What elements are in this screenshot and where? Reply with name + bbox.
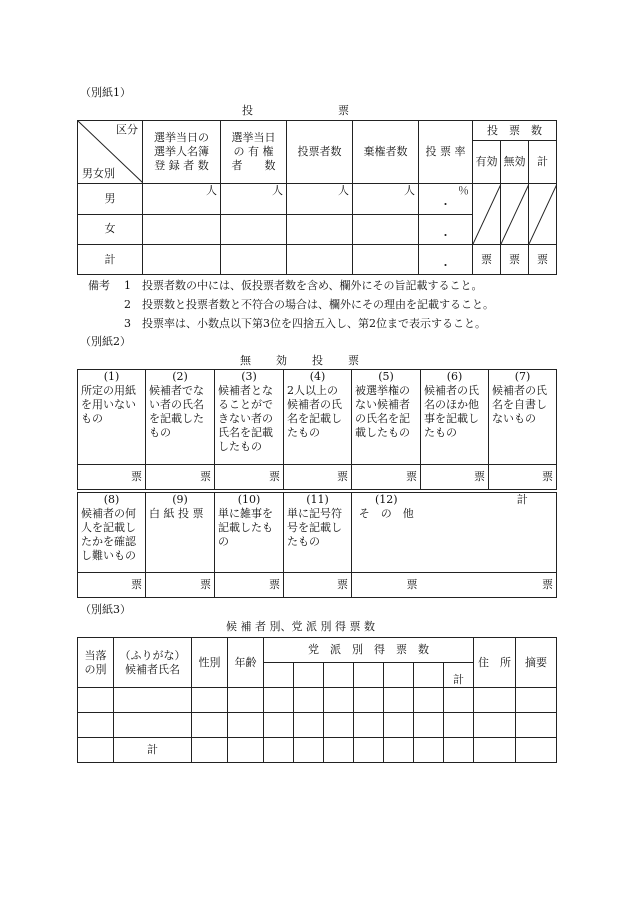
cell-registered-total: [143, 245, 221, 275]
unit-vote: 票: [337, 470, 348, 483]
cell-registered-male: [143, 184, 221, 215]
reason-cell-blank: [421, 493, 489, 573]
reason-cell-11: [284, 493, 352, 573]
reason-cell-12: [352, 493, 421, 573]
header-sex: 性別: [192, 638, 228, 688]
note-2-text: 投票数と投票者数と不符合の場合は、欄外にその理由を記載すること。: [142, 298, 494, 311]
cell-registered-female: [143, 214, 221, 245]
cell-abstainers-total: [353, 245, 419, 275]
header-registered: 選挙当日の 選挙人名簿 登 録 者 数: [143, 121, 221, 184]
total-row-label: 計: [114, 738, 192, 763]
header-name: （ふりがな） 候補者氏名: [114, 638, 192, 688]
cell-invalid-slash: [501, 184, 529, 245]
slash-line: [473, 184, 501, 244]
reason-text: 候補者の氏 名を自書し ないもの: [492, 384, 547, 425]
corner-bottom-label: 男女別: [82, 167, 115, 180]
section1-title: 投 票: [242, 104, 350, 117]
turnout-table: [77, 120, 557, 275]
reason-cell-2: [146, 370, 215, 465]
cell-rate-male: [419, 184, 473, 215]
section3-title: 候 補 者 別、党 派 別 得 票 数: [226, 620, 375, 633]
unit-vote: 票: [131, 578, 142, 591]
header-rate: 投 票 率: [419, 121, 473, 184]
unit-vote: 票: [200, 578, 211, 591]
cell-voters-female: [287, 214, 353, 245]
unit-cell: [284, 465, 352, 490]
unit-vote: 票: [269, 470, 280, 483]
cell-eligible-female: [221, 214, 287, 245]
section2-label: （別紙2）: [80, 335, 131, 348]
party-col: [324, 663, 354, 688]
unit-cell: [215, 465, 284, 490]
unit-cell: [352, 465, 421, 490]
cell-invalid-total: 票: [501, 245, 529, 275]
cell-total-slash: [529, 184, 557, 245]
reason-text: 候補者の何 人を記載し たかを確認 し難いもの: [81, 507, 136, 562]
candidate-row: [78, 688, 557, 713]
cell-valid-total: 票: [473, 245, 501, 275]
header-remarks: 摘要: [516, 638, 557, 688]
reason-text: 白 紙 投 票: [149, 507, 204, 520]
cell-eligible-male: [221, 184, 287, 215]
unit-cell: [78, 465, 146, 490]
decimal-dot: ・: [440, 198, 451, 211]
unit-cell: [489, 573, 557, 598]
decimal-dot: ・: [440, 228, 451, 242]
reason-cell-3: [215, 370, 284, 465]
unit-percent: ％: [458, 184, 469, 197]
unit-vote: 票: [337, 578, 348, 591]
cell-rate-female: [419, 214, 473, 245]
note-3-text: 投票率は、小数点以下第3位を四捨五入し、第2位まで表示すること。: [142, 317, 486, 330]
reason-cell-4: [284, 370, 352, 465]
corner-top-label: 区分: [116, 123, 138, 136]
reason-cell-1: [78, 370, 146, 465]
unit-cell: [215, 573, 284, 598]
note-2-num: 2: [124, 298, 131, 311]
row-label-male: 男: [78, 184, 143, 215]
unit-vote: 票: [542, 470, 553, 483]
party-col: [414, 663, 444, 688]
candidate-votes-table: [77, 637, 557, 763]
total-label: 計: [516, 493, 528, 506]
reason-cell-9: [146, 493, 215, 573]
reason-num: (1): [103, 370, 120, 383]
reason-text: 2人以上の 候補者の氏 名を記載し たもの: [287, 384, 342, 439]
unit-vote: 票: [406, 578, 418, 591]
reasons-row-2: [78, 493, 557, 573]
reason-cell-5: [352, 370, 421, 465]
unit-cell: [352, 573, 421, 598]
unit-person: 人: [404, 184, 415, 197]
reasons-row-1: [78, 370, 557, 465]
cell-voters-male: [287, 184, 353, 215]
reason-cell-total: [489, 493, 557, 573]
note-3-num: 3: [124, 317, 131, 330]
header-eligible: 選挙当日 の 有 権 者 数: [221, 121, 287, 184]
reason-cell-6: [421, 370, 489, 465]
cell-rate-total: [419, 245, 473, 275]
cell-grand-total: 票: [529, 245, 557, 275]
reason-num: (9): [172, 493, 188, 506]
reason-num: (11): [306, 493, 329, 506]
reason-num: (6): [446, 370, 463, 383]
decimal-dot: ・: [440, 259, 451, 272]
reason-num: (10): [237, 493, 261, 506]
unit-cell: [146, 573, 215, 598]
unit-row-1: [78, 465, 557, 490]
reason-text: 単に雑事を 記載したも の: [218, 507, 273, 548]
slash-line: [501, 184, 529, 244]
cell-abstainers-male: [353, 184, 419, 215]
header-invalid: 無効: [501, 141, 529, 184]
cell-eligible-total: [221, 245, 287, 275]
unit-person: 人: [272, 184, 283, 197]
unit-vote: 票: [269, 578, 280, 591]
row-label-female: 女: [78, 214, 143, 245]
unit-row-2: [78, 573, 557, 598]
unit-cell: [146, 465, 215, 490]
invalid-votes-table-1: [77, 369, 557, 490]
invalid-votes-table-2: [77, 492, 557, 598]
unit-vote: 票: [200, 470, 211, 483]
reason-text: 所定の用紙 を用いない もの: [81, 384, 136, 425]
cell-abstainers-female: [353, 214, 419, 245]
header-winner: 当落 の別: [78, 638, 114, 688]
reason-cell-8: [78, 493, 146, 573]
reason-num: (8): [103, 493, 120, 506]
party-total-header: 計: [444, 663, 474, 688]
reason-cell-10: [215, 493, 284, 573]
party-col: [264, 663, 294, 688]
party-col: [294, 663, 324, 688]
unit-person: 人: [206, 184, 217, 197]
header-party-group: 党 派 別 得 票 数: [264, 638, 474, 663]
reason-text: 候補者とな ることがで きない者の 氏名を記載 したもの: [218, 384, 273, 453]
notes-label: 備考: [88, 279, 110, 292]
reason-num: (2): [172, 370, 188, 383]
unit-vote: 票: [131, 470, 142, 483]
cell-voters-total: [287, 245, 353, 275]
unit-vote: 票: [542, 578, 553, 591]
reason-cell-7: [489, 370, 557, 465]
unit-cell: [421, 465, 489, 490]
reason-num: (12): [374, 493, 398, 506]
reason-num: (5): [378, 370, 394, 383]
party-col: [354, 663, 384, 688]
candidate-row: [78, 713, 557, 738]
unit-cell: [284, 573, 352, 598]
unit-person: 人: [338, 184, 349, 197]
section3-label: （別紙3）: [80, 603, 131, 616]
corner-header: [78, 121, 143, 184]
header-valid: 有効: [473, 141, 501, 184]
section1-label: （別紙1）: [80, 86, 131, 99]
section2-title: 無 効 投 票: [240, 354, 360, 367]
reason-text: 候補者でな い者の氏名 を記載した もの: [149, 384, 204, 439]
reason-text: 単に記号符 号を記載し たもの: [287, 507, 342, 548]
reason-text: 被選挙権の ない候補者 の氏名を記 載したもの: [355, 384, 410, 439]
reason-num: (4): [309, 370, 326, 383]
header-age: 年齢: [228, 638, 264, 688]
cell-valid-slash: [473, 184, 501, 245]
row-label-total: 計: [78, 245, 143, 275]
header-voters: 投票者数: [287, 121, 353, 184]
header-address: 住 所: [474, 638, 516, 688]
reason-text: 候補者の氏 名のほか他 事を記載し たもの: [424, 384, 479, 439]
reason-text: そ の 他: [358, 507, 414, 520]
reason-num: (3): [241, 370, 257, 383]
party-col: [384, 663, 414, 688]
unit-vote: 票: [406, 470, 417, 483]
unit-vote: 票: [474, 470, 485, 483]
total-row: [78, 738, 557, 763]
header-total: 計: [529, 141, 557, 184]
unit-cell: [489, 465, 557, 490]
header-abstainers: 棄権者数: [353, 121, 419, 184]
note-1-text: 投票者数の中には、仮投票者数を含め、欄外にその旨記載すること。: [142, 279, 483, 292]
note-1-num: 1: [124, 279, 131, 292]
reason-num: (7): [514, 370, 531, 383]
unit-cell: [78, 573, 146, 598]
slash-line: [529, 184, 557, 244]
header-votes-group: 投 票 数: [473, 121, 557, 141]
unit-cell-blank: [421, 573, 489, 598]
